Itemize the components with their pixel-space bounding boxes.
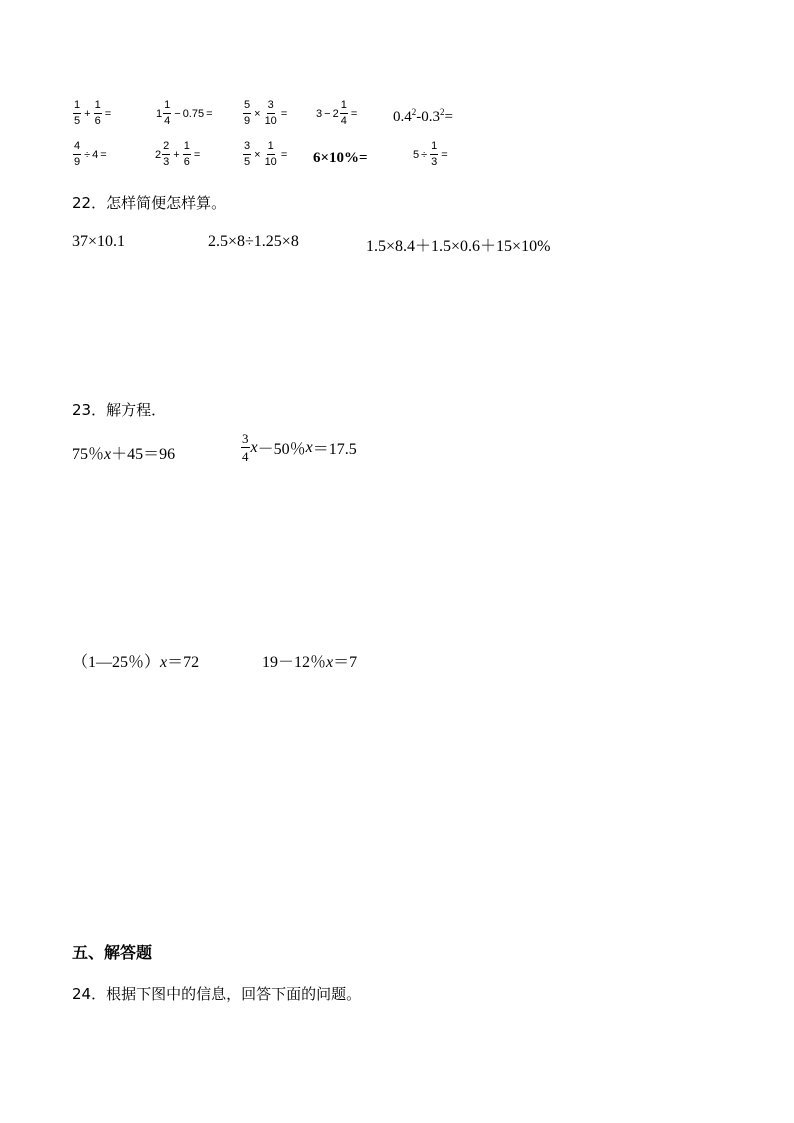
calc-1-4: 3 − 2 $\frac{1}{4}$ = [316,99,358,127]
calc-1-2: 1 $\frac{1}{4}$ − 0.75 = [156,99,213,127]
q22-expression-3: 1.5×8.4＋1.5×0.6＋15×10% [366,238,551,255]
fraction: $\frac{4}{9}$ [74,140,81,168]
section-5-heading: 五、解答题 [72,943,153,962]
calc-2-4: 6×10%= [313,150,368,166]
calc-2-1: $\frac{4}{9}$ ÷ 4 = [74,140,107,168]
fraction: $\frac{3}{5}$ [244,140,251,168]
q22-expression-2: 2.5×8÷1.25×8 [208,233,299,250]
fraction: $\frac{1}{10}$ [264,140,277,168]
fraction: $\frac{3}{10}$ [264,99,277,127]
fraction: $\frac{1}{6}$ [94,99,101,127]
calc-1-3: $\frac{5}{9}$ × $\frac{3}{10}$ = [244,99,288,127]
q22-expression-1: 37×10.1 [72,233,126,250]
equation-3: （1—25％）x＝72 [72,654,200,671]
fraction: $\frac{2}{3}$ [163,140,170,168]
fraction: $\frac{1}{5}$ [74,99,81,127]
fraction: $\frac{1}{3}$ [431,140,438,168]
question-24-title: 24．根据下图中的信息，回答下面的问题。 [72,985,362,1003]
calc-2-3: $\frac{3}{5}$ × $\frac{1}{10}$ = [244,140,288,168]
calc-2-2: 2 $\frac{2}{3}$ + $\frac{1}{6}$ = [155,140,201,168]
calc-1-1: $\frac{1}{5}$ + $\frac{1}{6}$ = [74,99,112,127]
calc-1-5: $0.4^2-0.3^2=$ [393,107,453,125]
fraction: $\frac{1}{4}$ [340,99,347,127]
question-23-title: 23．解方程． [72,401,167,419]
fraction: $\frac{1}{6}$ [183,140,190,168]
question-22-title: 22．怎样简便怎样算。 [72,194,227,212]
equation-4: 19－12％x＝7 [262,654,358,671]
fraction: $\frac{3}{4}$ [242,431,249,464]
fraction: $\frac{5}{9}$ [244,99,251,127]
equation-2: $\frac{3}{4}$ x －50％ x ＝17.5 [242,431,357,464]
fraction: $\frac{1}{4}$ [164,99,171,127]
equation-1: 75％x＋45＝96 [72,446,176,463]
calc-2-5: 5 ÷ $\frac{1}{3}$ = [413,140,448,168]
